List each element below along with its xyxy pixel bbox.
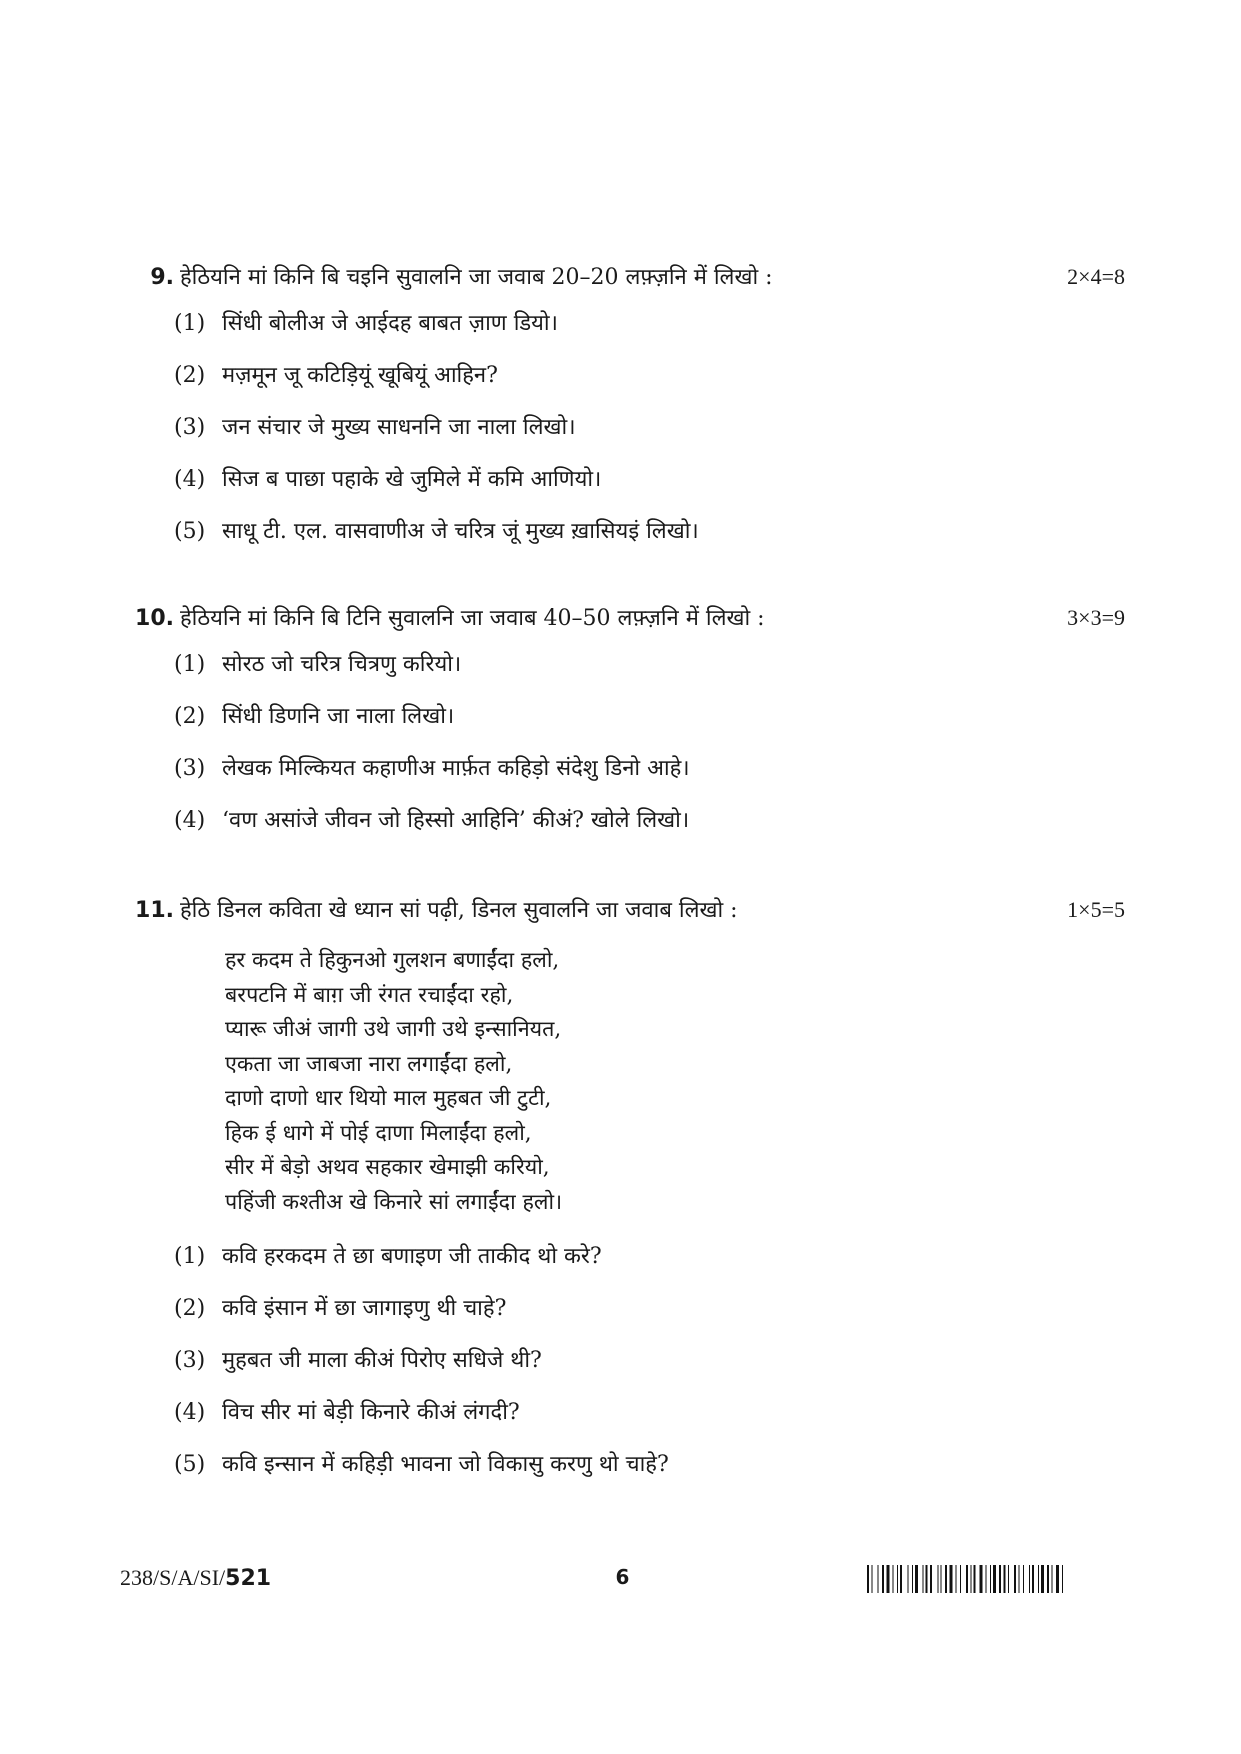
item-text: सिज ब पाछा पहाके खे जुमिले में कमि आणियो। [222, 467, 602, 492]
question-11 [120, 895, 1125, 1480]
item-text: लेखक मिल्कियत कहाणीअ मार्फ़त कहिड़ो संदेशु डिनो आहे। [222, 756, 690, 781]
list-item [174, 309, 1125, 339]
item-text: सिंधी डिणनि जा नाला लिखो। [222, 704, 455, 729]
item-text: सिंधी बोलीअ जे आईदह बाबत ज़ाण डियो। [222, 311, 558, 336]
question-text: हेठि डिनल कविता खे ध्यान सां पढ़ी, डिनल सुवालनि जा जवाब लिखो : [180, 898, 738, 923]
question-number: 9. [150, 265, 174, 290]
item-text: साधू टी. एल. वासवाणीअ जे चरित्र जूं मुख्य ख़ासियइं लिखो। [222, 519, 699, 544]
list-item [174, 1242, 1125, 1272]
item-number: (4) [174, 1400, 206, 1425]
list-item [174, 806, 1125, 836]
item-number: (5) [174, 1452, 206, 1477]
question-marks: 2×4=8 [1067, 264, 1125, 289]
poem-line: प्यारू जीअं जागी उथे जागी उथे इन्सानियत, [225, 1017, 562, 1042]
question-marks: 1×5=5 [1067, 897, 1125, 922]
item-number: (3) [174, 1348, 206, 1373]
list-item [174, 1398, 1125, 1428]
item-text: कवि इन्सान में कहिड़ी भावना जो विकासु करणु थो चाहे? [222, 1452, 669, 1477]
page-number: 6 [615, 1565, 630, 1589]
list-item [174, 1294, 1125, 1324]
list-item [174, 517, 1125, 547]
item-number: (4) [174, 467, 206, 492]
question-10 [120, 603, 1125, 836]
poem [225, 944, 1125, 1220]
poem-line: सीर में बेड़ो अथव सहकार खेमाझी करियो, [225, 1155, 550, 1180]
list-item [174, 1450, 1125, 1480]
item-number: (3) [174, 415, 206, 440]
question-9 [120, 262, 1125, 547]
paper-code-number: 521 [225, 1566, 272, 1591]
list-item [174, 702, 1125, 732]
list-item [174, 465, 1125, 495]
question-number: 10. [135, 606, 174, 631]
item-text: जन संचार जे मुख्य साधननि जा नाला लिखो। [222, 415, 576, 440]
item-number: (2) [174, 363, 206, 388]
question-marks: 3×3=9 [1067, 605, 1125, 630]
poem-line: हिक ई धागे में पोई दाणा मिलाईंदा हलो, [225, 1120, 532, 1146]
item-number: (1) [174, 1244, 206, 1269]
item-number: (4) [174, 808, 206, 833]
item-number: (3) [174, 756, 206, 781]
barcode-icon [867, 1565, 1125, 1593]
item-number: (1) [174, 311, 206, 336]
item-text: मुहबत जी माला कीअं पिरोए सधिजे थी? [222, 1348, 542, 1373]
list-item [174, 1346, 1125, 1376]
list-item [174, 650, 1125, 680]
item-text: विच सीर मां बेड़ी किनारे कीअं लंगदी? [222, 1400, 520, 1425]
item-number: (5) [174, 519, 206, 544]
poem-line: हर कदम ते हिकुनओ गुलशन बणाईंदा हलो, [225, 948, 560, 973]
poem-line: दाणो दाणो धार थियो माल मुहबत जी टुटी, [225, 1086, 552, 1111]
item-text: सोरठ जो चरित्र चित्रणु करियो। [222, 652, 462, 677]
poem-line: पहिंजी कश्तीअ खे किनारे सां लगाईंदा हलो। [225, 1189, 563, 1215]
item-text: ‘वण असांजे जीवन जो हिस्सो आहिनि’ कीअं? खोले लिखो। [222, 808, 690, 833]
question-number: 11. [135, 898, 174, 923]
item-number: (2) [174, 1296, 206, 1321]
poem-line: एकता जा जाबजा नारा लगाईंदा हलो, [225, 1051, 513, 1077]
list-item [174, 361, 1125, 391]
paper-code-prefix: 238/S/A/SI/ [120, 1565, 226, 1590]
item-number: (2) [174, 704, 206, 729]
poem-line: बरपटनि में बाग़ जी रंगत रचाईंदा रहो, [225, 982, 514, 1008]
item-text: मज़मून जू कटिड़ियूं खूबियूं आहिन? [222, 363, 498, 388]
item-number: (1) [174, 652, 206, 677]
page-footer [120, 1565, 1125, 1599]
list-item [174, 413, 1125, 443]
question-text: हेठियनि मां किनि बि टिनि सुवालनि जा जवाब 40–50 लफ़्ज़नि में लिखो : [180, 606, 765, 631]
question-text: हेठियनि मां किनि बि चइनि सुवालनि जा जवाब 20–20 लफ़्ज़नि में लिखो : [180, 265, 773, 290]
list-item [174, 754, 1125, 784]
item-text: कवि हरकदम ते छा बणाइण जी ताकीद थो करे? [222, 1244, 602, 1269]
item-text: कवि इंसान में छा जागाइणु थी चाहे? [222, 1296, 507, 1321]
